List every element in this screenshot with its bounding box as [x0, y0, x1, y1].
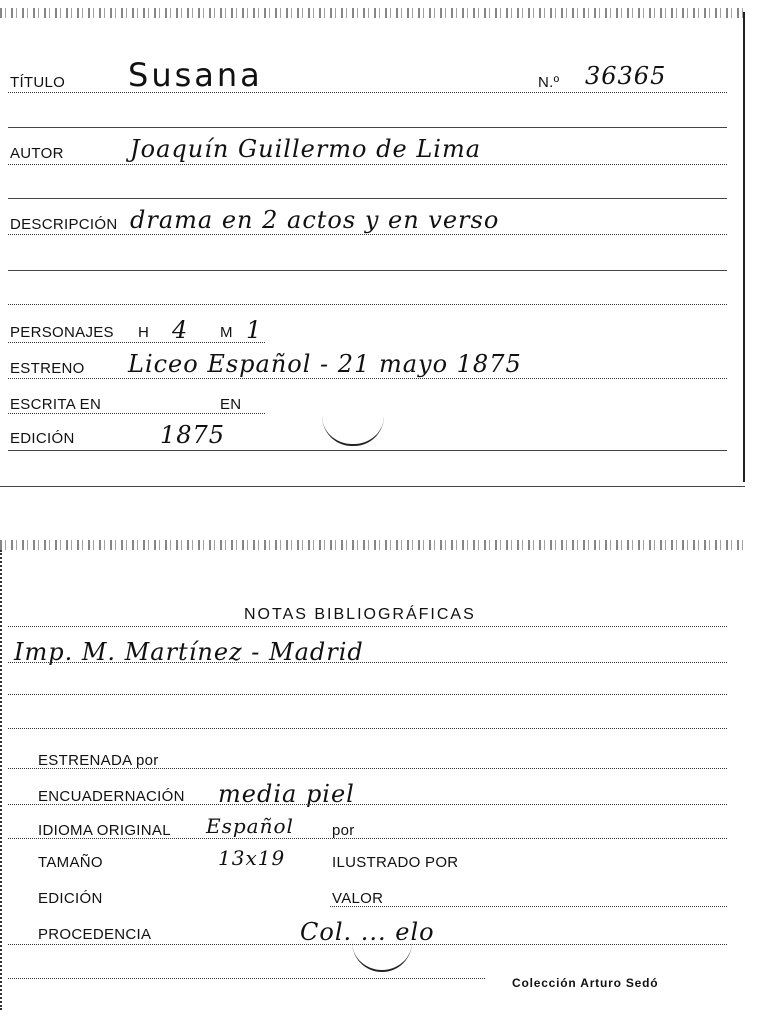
personajes-label: PERSONAJES	[10, 324, 114, 341]
tamano-label: TAMAÑO	[38, 854, 103, 871]
rule	[8, 838, 727, 839]
procedencia-label: PROCEDENCIA	[38, 926, 152, 943]
tamano-value: 13x19	[218, 846, 286, 870]
valor-label: VALOR	[332, 890, 384, 907]
collection-credit: Colección Arturo Sedó	[512, 976, 659, 990]
edicion-value: 1875	[160, 421, 226, 449]
idioma-label: IDIOMA ORIGINAL	[38, 822, 171, 839]
encuadernacion-value: media piel	[218, 780, 355, 808]
rule	[8, 662, 727, 663]
personajes-h-label: H	[138, 324, 150, 341]
rule	[8, 626, 727, 627]
rule	[330, 906, 727, 907]
rule	[8, 378, 727, 379]
escrita-en-label: ESCRITA EN	[10, 396, 102, 413]
personajes-m-value: 1	[246, 316, 263, 344]
rule	[8, 92, 727, 93]
card-right-edge	[739, 12, 745, 482]
rule	[8, 270, 727, 271]
edicion-back-label: EDICIÓN	[38, 890, 103, 907]
rule	[8, 304, 727, 305]
rule	[8, 944, 727, 945]
escrita-en-en-label: EN	[220, 396, 242, 413]
rule	[8, 198, 727, 199]
edicion-label: EDICIÓN	[10, 430, 75, 447]
procedencia-value: Col. ... elo	[300, 918, 435, 946]
autor-label: AUTOR	[10, 145, 64, 162]
notas-heading: NOTAS BIBLIOGRÁFICAS	[244, 606, 476, 623]
estreno-label: ESTRENO	[10, 360, 85, 377]
rule	[8, 164, 727, 165]
estreno-value: Liceo Español - 21 mayo 1875	[128, 350, 522, 378]
numero-label: N.º	[538, 74, 560, 91]
idioma-value: Español	[206, 814, 294, 838]
personajes-h-value: 4	[172, 316, 189, 344]
rule	[8, 728, 727, 729]
autor-value: Joaquín Guillermo de Lima	[130, 135, 482, 163]
encuadernacion-label: ENCUADERNACIÓN	[38, 788, 185, 805]
card-top-edge	[0, 540, 745, 550]
card-top-edge	[0, 8, 745, 18]
rule	[8, 804, 727, 805]
personajes-m-label: M	[220, 324, 233, 341]
rule	[8, 413, 265, 414]
catalog-card-back	[0, 540, 745, 1028]
descripcion-label: DESCRIPCIÓN	[10, 216, 118, 233]
numero-value: 36365	[585, 62, 667, 90]
catalog-card-front	[0, 0, 745, 495]
card-bottom-edge	[0, 486, 745, 487]
stamp-mark	[322, 414, 384, 446]
rule	[8, 450, 727, 451]
ilustrado-label: ILUSTRADO POR	[332, 854, 459, 871]
rule	[8, 127, 727, 128]
rule	[8, 234, 727, 235]
descripcion-value: drama en 2 actos y en verso	[130, 206, 500, 234]
titulo-label: TÍTULO	[10, 74, 66, 91]
estrenada-label: ESTRENADA por	[38, 752, 159, 769]
titulo-value: Susana	[128, 56, 263, 94]
card-left-edge	[0, 550, 6, 1010]
notas-value: Imp. M. Martínez - Madrid	[14, 638, 364, 666]
rule	[8, 342, 265, 343]
rule	[8, 978, 485, 979]
rule	[8, 694, 727, 695]
rule	[8, 768, 727, 769]
idioma-por-label: por	[332, 822, 355, 839]
